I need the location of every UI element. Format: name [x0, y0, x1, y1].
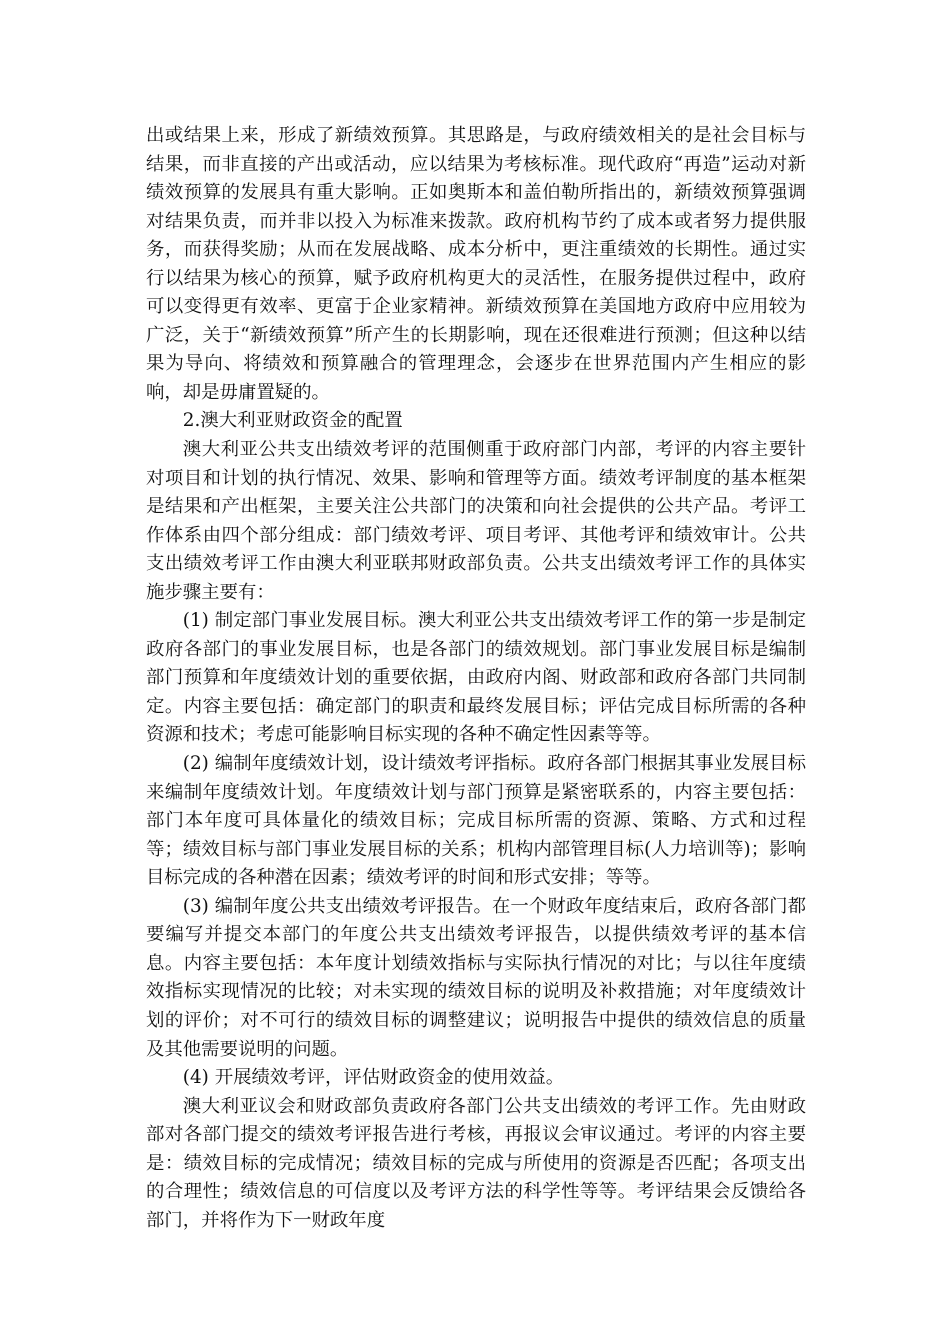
- paragraph-review: 澳大利亚议会和财政部负责政府各部门公共支出绩效的考评工作。先由财政部对各部门提交的绩效考评报告进行考核，再报议会审议通过。考评的内容主要是：绩效目标的完成情况；绩效目标的完成与所使用的资源是否匹配；各项支出的合理性；绩效信息的可信度以及考评方法的科学性等等。考评结果会反馈给各部门，并将作为下一财政年度: [146, 1095, 806, 1231]
- paragraph-step-3: (3) 编制年度公共支出绩效考评报告。在一个财政年度结束后，政府各部门都要编写并提交本部门的年度公共支出绩效考评报告，以提供绩效考评的基本信息。内容主要包括：本年度计划绩效指标与实际执行情况的对比；与以往年度绩效指标实现情况的比较；对未实现的绩效目标的说明及补救措施；对年度绩效计划的评价；对不可行的绩效目标的调整建议；说明报告中提供的绩效信息的质量及其他需要说明的问题。: [146, 895, 806, 1060]
- paragraph-intro: 澳大利亚公共支出绩效考评的范围侧重于政府部门内部，考评的内容主要针对项目和计划的执行情况、效果、影响和管理等方面。绩效考评制度的基本框架是结果和产出框架，主要关注公共部门的决策和向社会提供的公共产品。考评工作体系由四个部分组成：部门绩效考评、项目考评、其他考评和绩效审计。公共支出绩效考评工作由澳大利亚联邦财政部负责。公共支出绩效考评工作的具体实施步骤主要有：: [146, 439, 806, 603]
- paragraph-step-4: (4) 开展绩效考评，评估财政资金的使用效益。: [182, 1067, 565, 1089]
- paragraph-continuation: 出或结果上来，形成了新绩效预算。其思路是，与政府绩效相关的是社会目标与结果，而非直接的产出或活动，应以结果为考核标准。现代政府“再造”运动对新绩效预算的发展具有重大影响。正如奥斯本和盖伯勒所指出的，新绩效预算强调对结果负责，而并非以投入为标准来拨款。政府机构节约了成本或者努力提供服务，而获得奖励；从而在发展战略、成本分析中，更注重绩效的长期性。通过实行以结果为核心的预算，赋予政府机构更大的灵活性，在服务提供过程中，政府可以变得更有效率、更富于企业家精神。新绩效预算在美国地方政府中应用较为广泛，关于“新绩效预算”所产生的长期影响，现在还很难进行预测；但这种以结果为导向、将绩效和预算融合的管理理念，会逐步在世界范围内产生相应的影响，却是毋庸置疑的。: [146, 125, 806, 403]
- paragraph-step-1: (1) 制定部门事业发展目标。澳大利亚公共支出绩效考评工作的第一步是制定政府各部门的事业发展目标，也是各部门的绩效规划。部门事业发展目标是编制部门预算和年度绩效计划的重要依据，由政府内阁、财政部和政府各部门共同制定。内容主要包括：确定部门的职责和最终发展目标；评估完成目标所需的各种资源和技术；考虑可能影响目标实现的各种不确定性因素等等。: [146, 610, 806, 746]
- section-heading: 2.澳大利亚财政资金的配置: [182, 410, 403, 432]
- paragraph-step-2: (2) 编制年度绩效计划，设计绩效考评指标。政府各部门根据其事业发展目标来编制年度绩效计划。年度绩效计划与部门预算是紧密联系的，内容主要包括：部门本年度可具体量化的绩效目标；完成目标所需的资源、策略、方式和过程等；绩效目标与部门事业发展目标的关系；机构内部管理目标(人力培训等)；影响目标完成的各种潜在因素；绩效考评的时间和形式安排；等等。: [146, 753, 806, 889]
- document-page: [146, 122, 806, 1235]
